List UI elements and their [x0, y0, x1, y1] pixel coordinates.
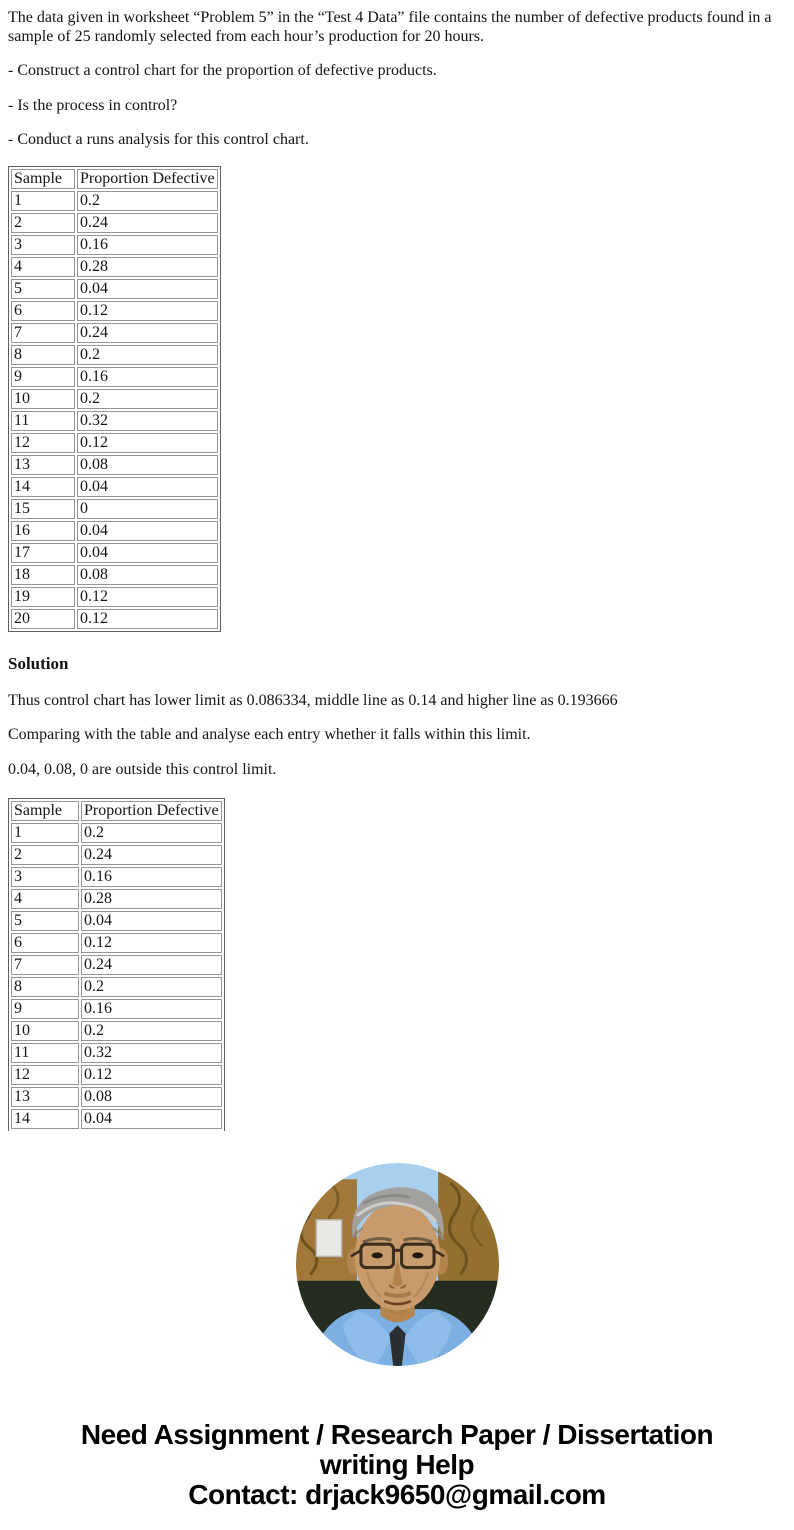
table-cell: 10: [11, 389, 75, 409]
table-row: [11, 345, 218, 365]
table-cell: 0.08: [77, 455, 218, 475]
table-cell: 0.2: [81, 823, 222, 843]
header-sample: Sample: [11, 801, 79, 821]
table-cell: 0.24: [77, 213, 218, 233]
table-row: [11, 1109, 222, 1129]
header-proportion-defective: Proportion Defective: [77, 169, 218, 189]
table-row: [11, 323, 218, 343]
defectives-table-1: [8, 166, 221, 632]
table-cell: 5: [11, 279, 75, 299]
table-row: [11, 977, 222, 997]
solution-compare-text: Comparing with the table and analyse each entry whether it falls within this limit.: [8, 726, 531, 743]
table-row: [11, 955, 222, 975]
help-banner-line-2: writing Help: [319, 1449, 475, 1480]
table-row: [11, 257, 218, 277]
table-cell: 1: [11, 823, 79, 843]
header-sample: Sample: [11, 169, 75, 189]
table-cell: 18: [11, 565, 75, 585]
table-header-row: [11, 169, 218, 189]
table-row: [11, 411, 218, 431]
table-cell: 6: [11, 933, 79, 953]
table-cell: 0.12: [81, 933, 222, 953]
table-cell: 0.12: [77, 609, 218, 629]
table-cell: 7: [11, 955, 79, 975]
table-cell: 3: [11, 867, 79, 887]
table-cell: 0.12: [77, 587, 218, 607]
table-cell: 0: [77, 499, 218, 519]
table-row: [11, 455, 218, 475]
table-cell: 0.2: [77, 389, 218, 409]
table-cell: 12: [11, 433, 75, 453]
table-cell: 15: [11, 499, 75, 519]
table-cell: 4: [11, 257, 75, 277]
table-row: [11, 1087, 222, 1107]
task-item-1: - Construct a control chart for the proportion of defective products.: [8, 62, 437, 79]
table-cell: 13: [11, 455, 75, 475]
table-cell: 0.16: [77, 367, 218, 387]
table-cell: 2: [11, 213, 75, 233]
table-cell: 10: [11, 1021, 79, 1041]
table-cell: 4: [11, 889, 79, 909]
table-row: [11, 279, 218, 299]
table-cell: 0.04: [81, 1109, 222, 1129]
table-cell: 0.08: [81, 1087, 222, 1107]
table-cell: 0.16: [77, 235, 218, 255]
table-cell: 0.32: [77, 411, 218, 431]
tutor-portrait-photo: [296, 1163, 499, 1366]
table-cell: 0.2: [77, 345, 218, 365]
table-cell: 0.2: [81, 1021, 222, 1041]
table-cell: 3: [11, 235, 75, 255]
table-cell: 20: [11, 609, 75, 629]
portrait-illustration: [296, 1163, 499, 1366]
table-row: [11, 433, 218, 453]
table-cell: 0.16: [81, 999, 222, 1019]
table-cell: 0.28: [77, 257, 218, 277]
table-row: [11, 999, 222, 1019]
table-cell: 12: [11, 1065, 79, 1085]
table-row: [11, 301, 218, 321]
table-row: [11, 1065, 222, 1085]
table-cell: 0.08: [77, 565, 218, 585]
task-item-2: - Is the process in control?: [8, 96, 178, 114]
table-row: [11, 521, 218, 541]
tutor-photo-section: [8, 1163, 786, 1371]
table-row: [11, 1021, 222, 1041]
solution-heading: Solution: [8, 653, 69, 673]
table-row: [11, 823, 222, 843]
header-proportion-defective: Proportion Defective: [81, 801, 222, 821]
table-cell: 13: [11, 1087, 79, 1107]
table-cell: 11: [11, 411, 75, 431]
table-cell: 0.12: [77, 433, 218, 453]
table-cell: 8: [11, 345, 75, 365]
help-banner-line-1: Need Assignment / Research Paper / Dissertation: [80, 1419, 714, 1450]
defectives-table-full: [8, 166, 786, 632]
table-cell: 0.04: [77, 543, 218, 563]
problem-statement: The data given in worksheet “Problem 5” in the “Test 4 Data” file contains the number of defective products found in a sample of 25 randomly selected from each hour’s production for 20 hours.: [8, 9, 772, 45]
table-row: [11, 477, 218, 497]
table-cell: 9: [11, 367, 75, 387]
table-row: [11, 213, 218, 233]
table-row: [11, 543, 218, 563]
solution-limits-text: Thus control chart has lower limit as 0.086334, middle line as 0.14 and higher line as 0.193666: [8, 691, 618, 709]
table-row: [11, 911, 222, 931]
table-cell: 1: [11, 191, 75, 211]
solution-outliers-text: 0.04, 0.08, 0 are outside this control limit.: [8, 760, 277, 778]
table-cell: 11: [11, 1043, 79, 1063]
table-header-row: [11, 801, 222, 821]
table-row: [11, 867, 222, 887]
table-cell: 0.04: [77, 477, 218, 497]
table-row: [11, 889, 222, 909]
table-cell: 0.32: [81, 1043, 222, 1063]
table-cell: 0.12: [81, 1065, 222, 1085]
table-row: [11, 191, 218, 211]
table-row: [11, 587, 218, 607]
table-row: [11, 845, 222, 865]
table-cell: 0.24: [81, 845, 222, 865]
table-cell: 0.04: [77, 279, 218, 299]
defectives-table-2: [8, 798, 225, 1131]
table-cell: 0.28: [81, 889, 222, 909]
table-row: [11, 609, 218, 629]
table-cell: 14: [11, 1109, 79, 1129]
table-cell: 7: [11, 323, 75, 343]
table-cell: 17: [11, 543, 75, 563]
table-cell: 14: [11, 477, 75, 497]
table-cell: 0.16: [81, 867, 222, 887]
table-cell: 2: [11, 845, 79, 865]
table-cell: 0.2: [81, 977, 222, 997]
table-row: [11, 499, 218, 519]
table-cell: 5: [11, 911, 79, 931]
table-cell: 19: [11, 587, 75, 607]
table-row: [11, 565, 218, 585]
defectives-table-clipped-container: [8, 795, 786, 1131]
table-cell: 9: [11, 999, 79, 1019]
table-row: [11, 235, 218, 255]
table-cell: 0.2: [77, 191, 218, 211]
table-cell: 0.04: [77, 521, 218, 541]
table-cell: 0.24: [81, 955, 222, 975]
table-cell: 6: [11, 301, 75, 321]
table-cell: 0.24: [77, 323, 218, 343]
table-cell: 0.04: [81, 911, 222, 931]
table-row: [11, 389, 218, 409]
table-row: [11, 367, 218, 387]
task-item-3: - Conduct a runs analysis for this control chart.: [8, 131, 309, 148]
table-row: [11, 933, 222, 953]
table-cell: 16: [11, 521, 75, 541]
table-cell: 8: [11, 977, 79, 997]
table-cell: 0.12: [77, 301, 218, 321]
help-banner-contact-email: Contact: drjack9650@gmail.com: [188, 1479, 606, 1510]
help-banner: [8, 1420, 786, 1510]
table-row: [11, 1043, 222, 1063]
